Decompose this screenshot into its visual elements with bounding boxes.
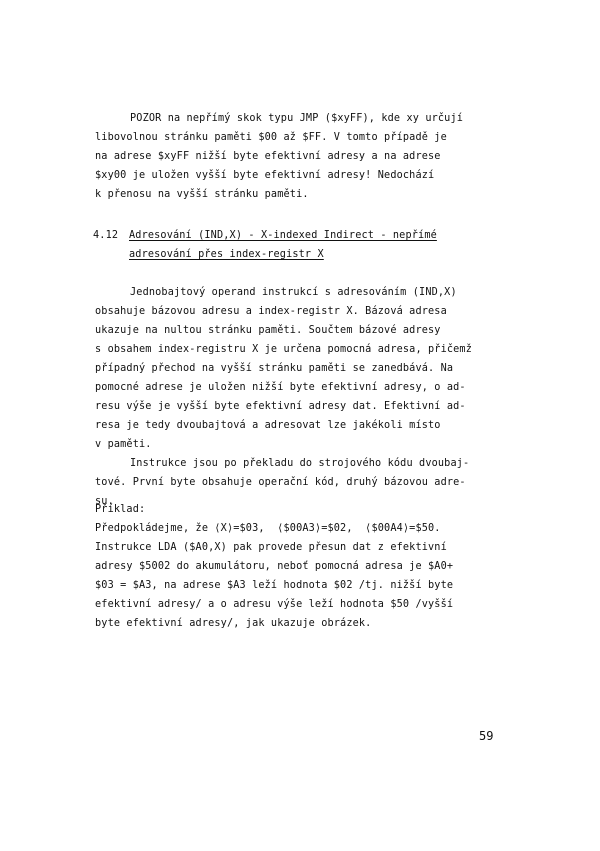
warning-line: POZOR na nepřímý skok typu JMP ($xyFF), kde xy určují bbox=[130, 113, 464, 124]
example-line: Předpokládejme, že ⟨X⟩=$03, ⟨$00A3⟩=$02, ⟨$00A4⟩=$50. bbox=[95, 523, 441, 534]
section-number: 4.12 bbox=[93, 230, 119, 241]
warning-line: libovolnou stránku paměti $00 až $FF. V tomto případě je bbox=[95, 132, 447, 143]
body-line: tové. První byte obsahuje operační kód, druhý bázovou adre- bbox=[95, 477, 466, 488]
example-line: efektivní adresy/ a o adresu výše leží hodnota $50 /vyšší bbox=[95, 599, 454, 610]
example-line: Instrukce LDA ($A0,X) pak provede přesun dat z efektivní bbox=[95, 542, 447, 553]
example-line: $03 = $A3, na adrese $A3 leží hodnota $02 /tj. nižší byte bbox=[95, 580, 454, 591]
body-line: v paměti. bbox=[95, 439, 152, 450]
example-line: byte efektivní adresy/, jak ukazuje obrázek. bbox=[95, 618, 372, 629]
body-line: případný přechod na vyšší stránku paměti se zanedbává. Na bbox=[95, 363, 454, 374]
warning-line: k přenosu na vyšší stránku paměti. bbox=[95, 189, 309, 200]
body-line: obsahuje bázovou adresu a index-registr X. Bázová adresa bbox=[95, 306, 447, 317]
page-number: 59 bbox=[479, 729, 494, 743]
body-line: resu výše je vyšší byte efektivní adresy dat. Efektivní ad- bbox=[95, 401, 466, 412]
body-line: ukazuje na nultou stránku paměti. Součtem bázové adresy bbox=[95, 325, 441, 336]
warning-line: $xy00 je uložen vyšší byte efektivní adresy! Nedochází bbox=[95, 170, 435, 181]
body-line: pomocné adrese je uložen nižší byte efektivní adresy, o ad- bbox=[95, 382, 466, 393]
body-line: resa je tedy dvoubajtová a adresovat lze jakékoli místo bbox=[95, 420, 441, 431]
example-heading: Příklad: bbox=[95, 504, 146, 515]
warning-line: na adrese $xyFF nižší byte efektivní adresy a na adrese bbox=[95, 151, 441, 162]
body-line: Jednobajtový operand instrukcí s adresováním (IND,X) bbox=[130, 287, 457, 298]
body-line: Instrukce jsou po překladu do strojového kódu dvoubaj- bbox=[130, 458, 470, 469]
section-title-line2: adresování přes index-registr X bbox=[129, 249, 324, 260]
section-title-line1: Adresování (IND,X) - X-indexed Indirect - nepřímé bbox=[129, 230, 437, 241]
example-line: adresy $5002 do akumulátoru, neboť pomocná adresa je $A0+ bbox=[95, 561, 454, 572]
body-line: su. bbox=[95, 496, 114, 507]
body-line: s obsahem index-registru X je určena pomocná adresa, přičemž bbox=[95, 344, 473, 355]
